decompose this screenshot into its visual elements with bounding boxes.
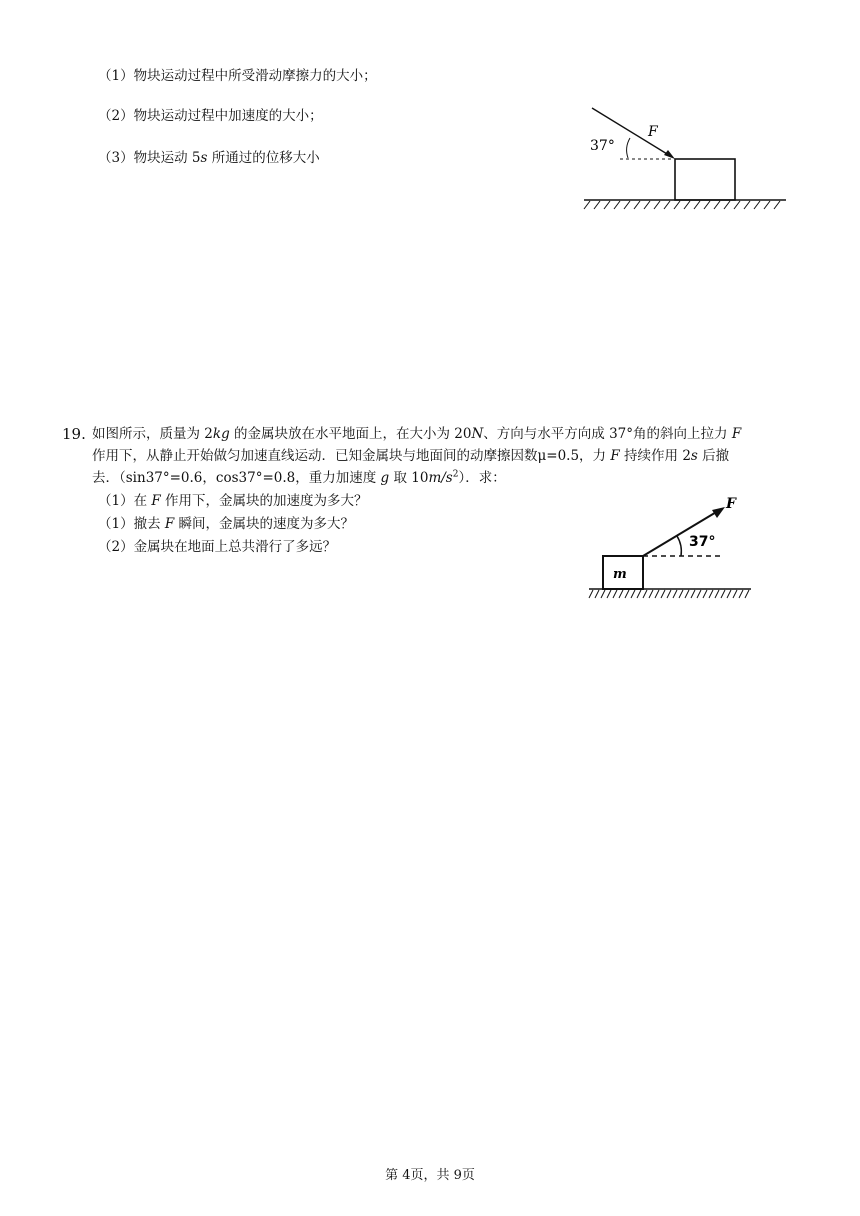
q18-force-label: F (648, 124, 658, 140)
q18-figure (580, 100, 790, 215)
q18-angle-label: 37° (590, 138, 615, 154)
q18-ground-hatch (584, 201, 780, 209)
q19-mass-label: m (613, 567, 627, 582)
q19-sub3: （2）金属块在地面上总共滑行了多远？ (98, 539, 337, 555)
q18-block (675, 159, 735, 200)
q18-sub2: （2）物块运动过程中加速度的大小； (98, 108, 323, 124)
q18-sub3: （3）物块运动 5s 所通过的位移大小 (98, 150, 320, 166)
q19-sub2: （1）撤去 F 瞬间，金属块的速度为多大？ (98, 516, 355, 532)
q18-angle-arc (627, 138, 630, 158)
q19-line1: 如图所示，质量为 2kg 的金属块放在水平地面上，在大小为 20N、方向与水平方向成 37°角的斜向上拉力 F (92, 426, 742, 442)
q19-number: 19. (62, 425, 86, 443)
q18-sub1: （1）物块运动过程中所受滑动摩擦力的大小； (98, 68, 377, 84)
q19-angle-arc (677, 536, 681, 556)
q19-line2: 作用下，从静止开始做匀加速直线运动．已知金属块与地面间的动摩擦因数μ=0.5，力 F 持续作用 2s 后撤 (92, 448, 730, 464)
q19-force-label: F (726, 496, 736, 512)
q19-sub1: （1）在 F 作用下，金属块的加速度为多大？ (98, 493, 368, 509)
q19-figure (585, 490, 755, 605)
q19-angle-label: 37° (689, 534, 716, 550)
page-footer: 第 4页，共 9页 (385, 1168, 475, 1183)
q19-line3: 去．（sin37°=0.6，cos37°=0.8，重力加速度 g 取 $10m/s^2$）．求： (92, 469, 506, 486)
q19-ground-hatch (589, 590, 749, 598)
